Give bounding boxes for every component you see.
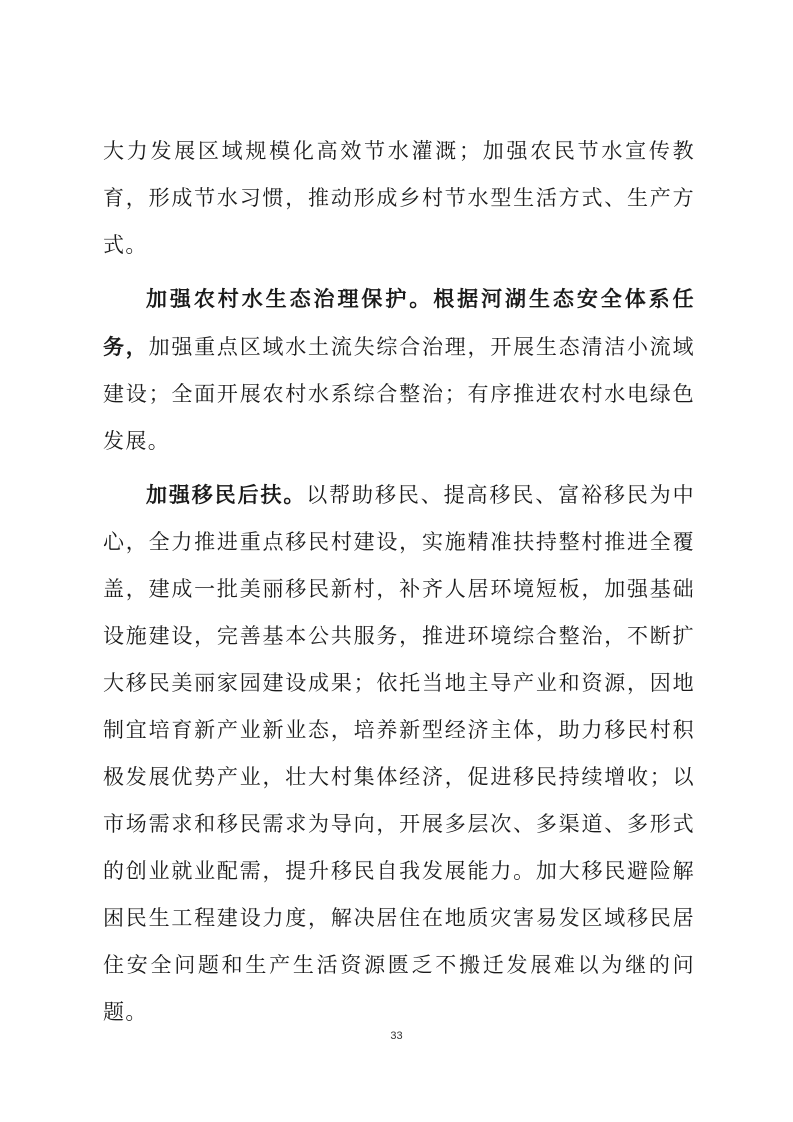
body-text (103, 128, 695, 1042)
paragraph-water-ecology (103, 275, 695, 465)
paragraph-heading: 加强农村水生态治理保护。根据河湖生态安全体系任务， (103, 286, 695, 359)
page-number: 33 (390, 1030, 403, 1042)
paragraph-migrant-support (103, 471, 695, 1036)
paragraph-text: 以帮助移民、提高移民、富裕移民为中心，全力推进重点移民村建设，实施精准扶持整村推进全覆盖，建成一批美丽移民新村，补齐人居环境短板，加强基础设施建设，完善基本公共服务，推进环境综合整治，不断扩大移民美丽家园建设成果；依托当地主导产业和资源，因地制宜培育新产业新业态，培养新型经济主体，助力移民村积极发展优势产业，壮大村集体经济，促进移民持续增收；以市场需求和移民需求为导向，开展多层次、多渠道、多形式的创业就业配需，提升移民自我发展能力。加大移民避险解困民生工程建设力度，解决居住在地质灾害易发区域移民居住安全问题和生产生活资源匮乏不搬迁发展难以为继的问题。 (103, 483, 695, 1024)
paragraph-heading: 加强移民后扶。 (146, 482, 307, 507)
paragraph-text: 加强重点区域水土流失综合治理，开展生态清洁小流域建设；全面开展农村水系综合整治；有序推进农村水电绿色发展。 (103, 335, 695, 453)
paragraph-text: 大力发展区域规模化高效节水灌溉；加强农民节水宣传教育，形成节水习惯，推动形成乡村节水型生活方式、生产方式。 (103, 139, 695, 257)
paragraph-continuation (103, 128, 695, 269)
